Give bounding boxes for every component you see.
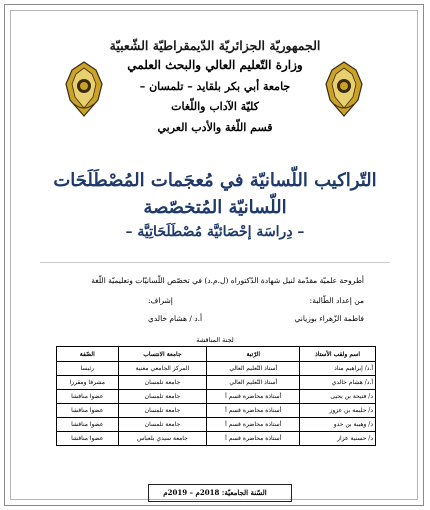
member-university: جامعة تلمسان <box>118 376 207 390</box>
department-heading: قسم اللّغة والأدب العربي <box>157 121 273 134</box>
member-name: د/ حسنية عزاز <box>300 432 376 446</box>
academic-year: السّنة الجامعيّة: 2018م – 2019م <box>163 488 267 497</box>
column-header: جامعة الانتساب <box>118 347 207 362</box>
student-label: من إعداد الطّالبة: <box>309 296 364 305</box>
thesis-description: أطروحة علميّة مقدّمة لنيل شهادة الدّكتوراه (ل.م.د) في تخصّص اللّسانيّات وتعليميّة اللّغة <box>91 276 364 285</box>
member-role: عضوا مناقشا <box>57 390 119 404</box>
committee-label: لجنة المناقشة <box>196 336 234 344</box>
university-emblem-icon <box>62 60 106 118</box>
member-name: أ.د/ هشام خالدي <box>300 376 376 390</box>
column-header: الرّتبة <box>207 347 300 362</box>
member-university: جامعة سيدي بلعباس <box>118 432 207 446</box>
member-role: عضوا مناقشا <box>57 418 119 432</box>
member-rank: أستاذة محاضرة قسم أ <box>207 390 300 404</box>
republic-heading: الجمهوريّة الجزائريّة الدّيمقراطيّة الشّعبيّة <box>109 38 321 53</box>
supervisor-label: إشراف: <box>148 296 173 305</box>
member-name: د/ فتيحة بن يحيى <box>300 390 376 404</box>
member-rank: أستاذ التّعليم العالي <box>207 376 300 390</box>
table-row <box>57 404 376 418</box>
column-header: اسم ولقب الأستاذ <box>300 347 376 362</box>
student-name: فاطمة الزّهراء بوزياني <box>294 314 364 323</box>
member-role: عضوا مناقشا <box>57 404 119 418</box>
member-rank: أستاذة محاضرة قسم أ <box>207 418 300 432</box>
member-university: المركز الجامعي مغنية <box>118 362 207 376</box>
ministry-heading: وزارة التّعليم العالي والبحث العلمي <box>127 58 303 72</box>
university-emblem-icon <box>322 60 366 118</box>
column-header: الصّفة <box>57 347 119 362</box>
table-row <box>57 390 376 404</box>
thesis-title-line-1: التّراكيب اللّسانيّة في مُعجَمات المُصْطَلَحَات <box>53 170 377 191</box>
member-rank: أستاذة محاضرة قسم أ <box>207 404 300 418</box>
member-name: أ.د/ إبراهيم مناد <box>300 362 376 376</box>
member-role: عضوا مناقشا <box>57 432 119 446</box>
member-name: د/ وهيبة بن حدو <box>300 418 376 432</box>
university-heading: جامعة أبي بكر بلقايد – تلمسان – <box>139 80 291 93</box>
member-role: مشرفا ومقررا <box>57 376 119 390</box>
member-rank: أستاذ التّعليم العالي <box>207 362 300 376</box>
member-university: جامعة تلمسان <box>118 390 207 404</box>
member-role: رئيسا <box>57 362 119 376</box>
faculty-heading: كليّة الآداب واللّغات <box>171 100 259 113</box>
table-header-row <box>57 347 376 362</box>
table-row <box>57 418 376 432</box>
member-university: جامعة تلمسان <box>118 418 207 432</box>
thesis-subtitle: – دِراسَة إحْصَائيَّة مُصْطَلَحَاتِيَّة – <box>125 224 305 240</box>
table-row <box>57 432 376 446</box>
committee-table <box>56 346 376 446</box>
member-name: د/ حليمة بن عزوز <box>300 404 376 418</box>
thesis-title-line-2: اللّسانيّة المُتخصّصة <box>143 197 287 218</box>
table-row <box>57 376 376 390</box>
table-row <box>57 362 376 376</box>
divider <box>40 262 390 263</box>
member-university: جامعة تلمسان <box>118 404 207 418</box>
supervisor-name: أ.د / هشام خالدي <box>148 314 203 323</box>
member-rank: أستاذة محاضرة قسم أ <box>207 432 300 446</box>
